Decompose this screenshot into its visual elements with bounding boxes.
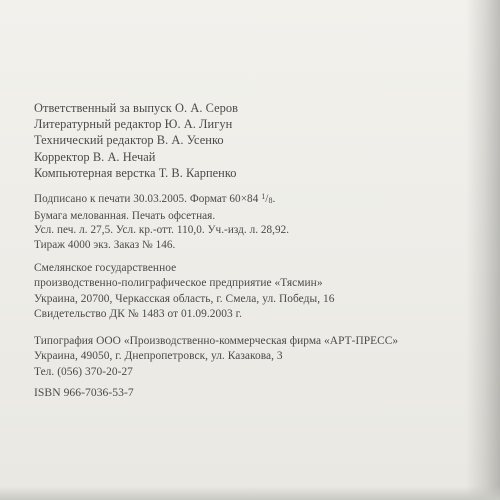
format-numerator: 1: [261, 192, 266, 201]
credits-block: [34, 100, 238, 181]
isbn-line: ISBN 966-7036-53-7: [34, 386, 134, 399]
credit-line-responsible: Ответственный за выпуск О. А. Серов: [34, 101, 239, 115]
typography-block: [34, 334, 398, 380]
printer-certificate-line: Свидетельство ДК № 1483 от 01.09.2003 г.: [34, 308, 242, 321]
paper-line: Бумага мелованная. Печать офсетная.: [34, 209, 216, 222]
sheets-line: Усл. печ. л. 27,5. Усл. кр.-отт. 110,0. Уч.-изд. л. 28,92.: [34, 224, 290, 237]
typography-address-line: Украина, 49050, г. Днепропетровск, ул. Казакова, 3: [34, 350, 283, 363]
isbn-block: [34, 385, 134, 401]
printer-name-line-1: Смелянское государственное: [34, 262, 177, 274]
printer-address-line: Украина, 20700, Черкасская область, г. Смела, ул. Победы, 16: [34, 292, 335, 305]
page-edge-shadow: [466, 0, 500, 500]
credit-line-proofreader: Корректор В. А. Нечай: [34, 149, 156, 164]
format-slash: /: [265, 193, 269, 205]
credit-line-literary-editor: Литературный редактор Ю. А. Лигун: [34, 117, 233, 132]
printer-block: [34, 261, 334, 323]
format-suffix: .: [272, 193, 276, 205]
credit-line-layout: Компьютерная верстка Т. В. Карпенко: [34, 165, 237, 180]
credit-line-technical-editor: Технический редактор В. А. Усенко: [34, 133, 224, 148]
format-denominator: 8: [268, 196, 273, 205]
signed-for-print-text: Подписано к печати 30.03.2005. Формат 60×84: [34, 193, 259, 205]
typography-phone-line: Тел. (056) 370-20-27: [34, 365, 133, 378]
typography-name-line: Типография ООО «Производственно-коммерческая фирма «АРТ-ПРЕСС»: [34, 335, 399, 347]
signed-for-print-line: [34, 190, 289, 209]
print-info-block: [34, 190, 289, 252]
print-run-line: Тираж 4000 экз. Заказ № 146.: [34, 238, 176, 251]
page-bottom-edge: [0, 486, 500, 500]
printer-name-line-2: производственно-полиграфическое предприятие «Тясмин»: [34, 277, 323, 290]
